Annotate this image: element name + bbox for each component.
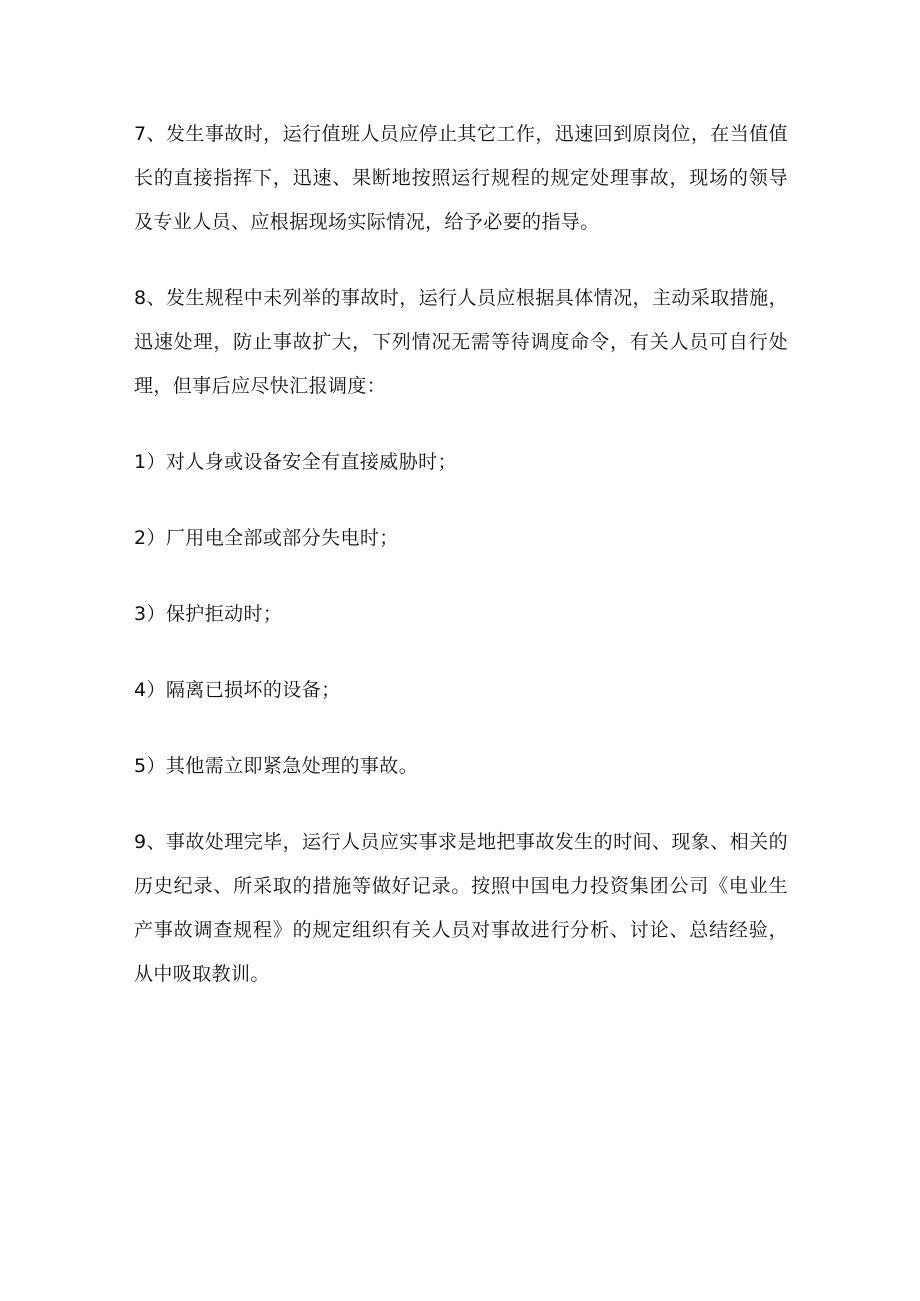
list-item-4: 4）隔离已损坏的设备； — [134, 679, 341, 701]
paragraph-item-7: 7、发生事故时，运行值班人员应停止其它工作，迅速回到原岗位，在当值值长的直接指挥下，迅速、果断地按照运行规程的规定处理事故，现场的领导及专业人员、应根据现场实际情况，给予必要的指导。 — [134, 123, 788, 233]
list-item-1: 1）对人身或设备安全有直接威胁时； — [134, 451, 457, 473]
document-body — [134, 112, 788, 1028]
paragraph-item-8: 8、发生规程中未列举的事故时，运行人员应根据具体情况，主动采取措施，迅速处理，防止事故扩大，下列情况无需等待调度命令，有关人员可自行处理，但事后应尽快汇报调度： — [134, 287, 788, 397]
list-item-2: 2）厂用电全部或部分失电时； — [134, 527, 399, 549]
paragraph-item-9: 9、事故处理完毕，运行人员应实事求是地把事故发生的时间、现象、相关的历史纪录、所采取的措施等做好记录。按照中国电力投资集团公司《电业生产事故调查规程》的规定组织有关人员对事故进行分析、讨论、总结经验，从中吸取教训。 — [134, 831, 788, 985]
list-item-5: 5）其他需立即紧急处理的事故。 — [134, 755, 419, 777]
list-item-3: 3）保护拒动时； — [134, 603, 283, 625]
